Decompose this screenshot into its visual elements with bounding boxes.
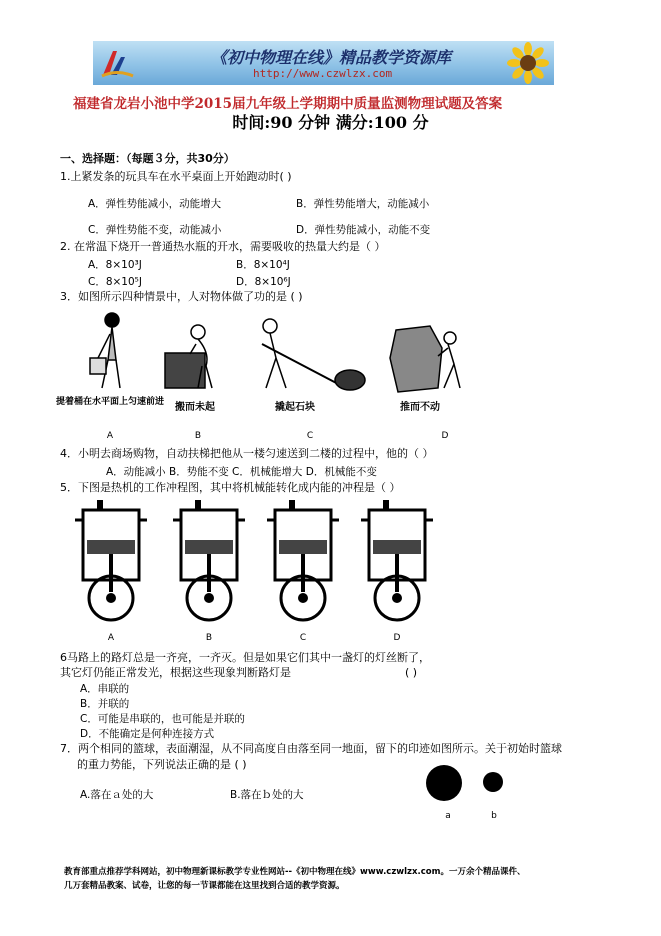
header-banner [93, 41, 554, 85]
banner-url: http://www.czwlzx.com [253, 67, 393, 80]
q1-option-d: D．弹性势能减小，动能不变 [296, 224, 431, 236]
q6-answer-paren: ( ) [405, 666, 418, 679]
q4-options: A．动能减小 B．势能不变 C．机械能增大 D．机械能不变 [106, 466, 377, 478]
q5-stem: 5．下图是热机的工作冲程图，其中将机械能转化成内能的冲程是（ ） [60, 481, 401, 494]
q3-caption-c: 撬起石块 [275, 402, 315, 413]
q6-option-c: C．可能是串联的，也可能是并联的 [80, 713, 245, 725]
site-logo-icon [99, 45, 135, 81]
mark-b-small [483, 772, 503, 792]
mark-a-large [426, 765, 462, 801]
q3-caption-a: 提着桶在水平面上匀速前进 [55, 397, 165, 407]
q3-figure [55, 308, 460, 443]
q2-option-c: C．8×10⁵J [88, 276, 142, 288]
q5-label-a: A [107, 633, 115, 643]
footer-line-1: 教育部重点推荐学科网站，初中物理新课标教学专业性网站--《初中物理在线》www.czwlzx.com。一万余个精品课件、 [64, 867, 526, 877]
exam-title: 福建省龙岩小池中学2015届九年级上学期期中质量监测物理试题及答案 [73, 96, 503, 112]
q6-option-d: D．不能确定是何种连接方式 [80, 728, 215, 740]
q7-label-a: a [445, 811, 451, 821]
q5-label-b: B [205, 633, 213, 643]
q2-stem: 2. 在常温下烧开一普通热水瓶的开水，需要吸收的热量大约是（ ） [60, 240, 386, 253]
q3-stem: 3．如图所示四种情景中，人对物体做了功的是 ( ) [60, 290, 303, 303]
q3-label-c: C [306, 431, 314, 441]
q2-option-d: D．8×10⁶J [236, 276, 291, 288]
q1-option-c: C．弹性势能不变，动能减小 [88, 224, 222, 236]
q1-stem: 1.上紧发条的玩具车在水平桌面上开始跑动时( ) [60, 170, 292, 183]
q3-label-a: A [106, 431, 114, 441]
q3-label-d: D [441, 431, 449, 441]
q6-stem-line1: 6马路上的路灯总是一齐亮，一齐灭。但是如果它们其中一盏灯的灯丝断了， [60, 651, 430, 664]
sunflower-icon [508, 43, 548, 83]
q7-stem-line1: 7．两个相同的篮球，表面潮湿，从不同高度自由落至同一地面，留下的印迹如图所示。关于初始时篮球 [60, 742, 562, 755]
q7-stem-line2: 的重力势能，下列说法正确的是 ( ) [77, 758, 247, 771]
q7-ball-marks-figure [420, 760, 520, 822]
q2-option-b: B．8×10⁴J [236, 259, 290, 271]
q5-label-d: D [393, 633, 401, 643]
page-footer [64, 865, 624, 893]
q7-option-a: A.落在ａ处的大 [80, 789, 154, 801]
figure-a-person-carrying-bucket [90, 313, 120, 388]
q2-option-a: A．8×10³J [88, 259, 142, 271]
exam-subtitle: 时间:90 分钟 满分:100 分 [232, 113, 429, 132]
q1-option-a: A．弹性势能减小，动能增大 [88, 198, 222, 210]
svg-text:提着桶在水平面上匀速前进 [55, 395, 164, 407]
q3-label-b: B [194, 431, 202, 441]
q1-option-b: B．弹性势能增大，动能减小 [296, 198, 430, 210]
banner-title: 《初中物理在线》精品教学资源库 [211, 48, 452, 67]
figure-d-pushing-rock [390, 326, 460, 392]
footer-line-2: 几万套精品教案、试卷，让您的每一节课都能在这里找到合适的教学资源。 [64, 881, 345, 891]
q5-label-c: C [299, 633, 307, 643]
q6-option-b: B．并联的 [80, 698, 130, 710]
figure-b-lifting-box [165, 325, 212, 388]
section-heading: 一、选择题：（每题３分，共30分） [60, 152, 235, 165]
q3-caption-b: 搬而未起 [175, 402, 215, 413]
q6-option-a: A．串联的 [80, 683, 130, 695]
q4-stem: 4．小明去商场购物，自动扶梯把他从一楼匀速送到二楼的过程中，他的（ ） [60, 447, 434, 460]
q3-caption-d: 推而不动 [400, 402, 440, 413]
q6-stem-line2: 其它灯仍能正常发光，根据这些现象判断路灯是 [60, 666, 291, 679]
q7-option-b: B.落在ｂ处的大 [230, 789, 304, 801]
figure-c-lever-stone [262, 319, 365, 390]
q7-label-b: b [491, 811, 497, 821]
q5-engine-figure [75, 500, 435, 646]
